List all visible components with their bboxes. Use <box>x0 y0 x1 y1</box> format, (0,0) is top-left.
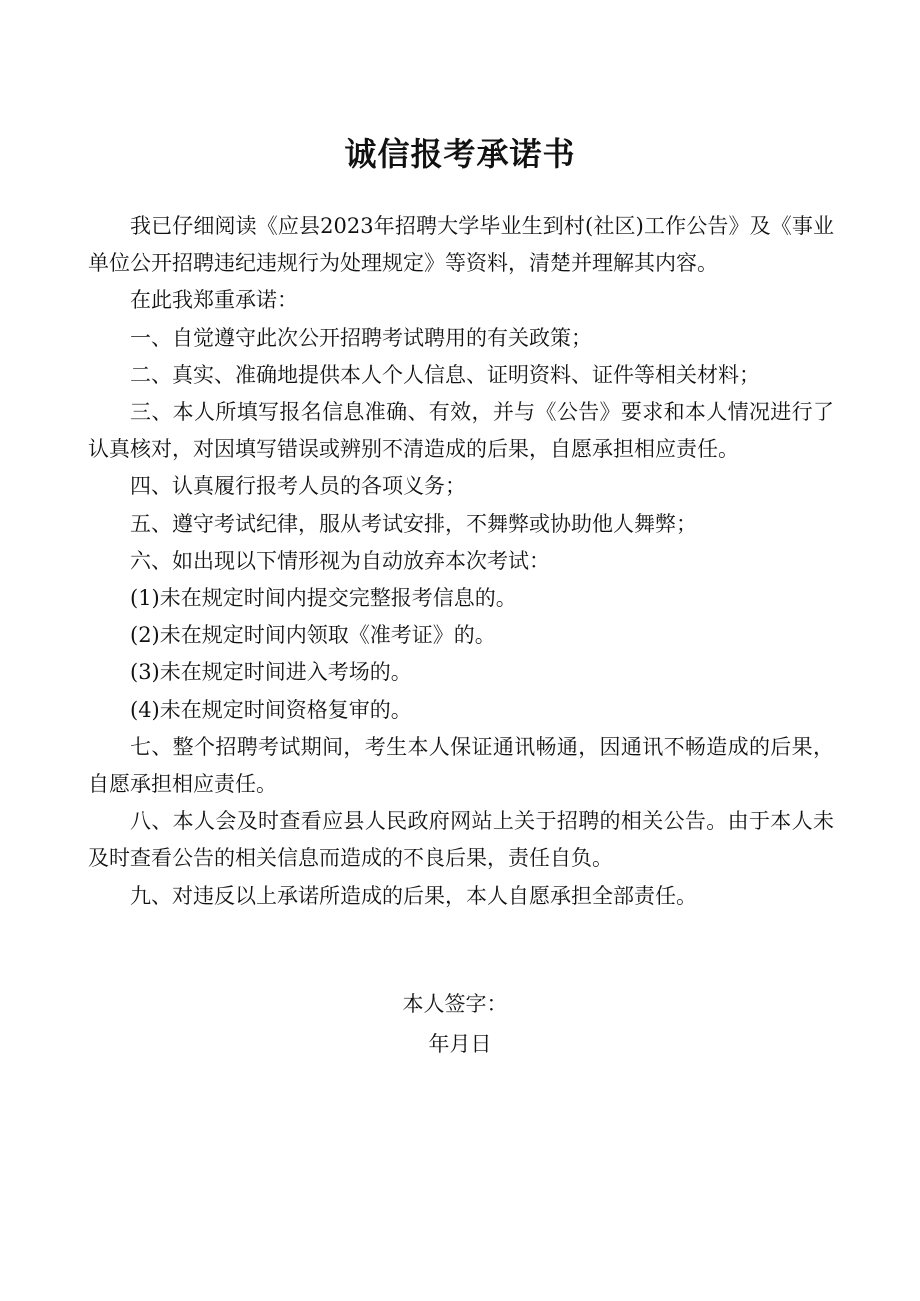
paragraph-subitem-1: (1)未在规定时间内提交完整报考信息的。 <box>130 586 517 611</box>
paragraph-pledge-lead: 在此我郑重承诺： <box>130 288 298 313</box>
date-label: 年月日 <box>428 1032 492 1056</box>
paragraph-item-7: 七、整个招聘考试期间，考生本人保证通讯畅通，因通讯不畅造成的后果，自愿承担相应责任。 <box>88 734 834 797</box>
paragraph-item-1: 一、自觉遵守此次公开招聘考试聘用的有关政策； <box>130 325 592 350</box>
paragraph-item-9: 九、对违反以上承诺所造成的后果，本人自愿承担全部责任。 <box>130 883 697 908</box>
paragraph-item-3: 三、本人所填写报名信息准确、有效，并与《公告》要求和本人情况进行了认真核对，对因填写错误或辨别不清造成的后果，自愿承担相应责任。 <box>88 400 834 462</box>
document-body <box>88 208 834 915</box>
paragraph-subitem-3: (3)未在规定时间进入考场的。 <box>130 660 412 685</box>
paragraph-intro: 我已仔细阅读《应县2023年招聘大学毕业生到村(社区)工作公告》及《事业单位公开招聘违纪违规行为处理规定》等资料，清楚并理解其内容。 <box>88 214 834 276</box>
paragraph-item-5: 五、遵守考试纪律，服从考试安排，不舞弊或协助他人舞弊； <box>130 511 697 536</box>
paragraph-item-4: 四、认真履行报考人员的各项义务； <box>130 474 466 499</box>
paragraph-subitem-4: (4)未在规定时间资格复审的。 <box>130 697 412 722</box>
paragraph-item-8: 八、本人会及时查看应县人民政府网站上关于招聘的相关公告。由于本人未及时查看公告的相关信息而造成的不良后果，责任自负。 <box>88 809 834 871</box>
signature-block <box>0 986 920 1063</box>
document-title: 诚信报考承诺书 <box>344 135 576 173</box>
paragraph-item-2: 二、真实、准确地提供本人个人信息、证明资料、证件等相关材料； <box>130 362 760 387</box>
paragraph-item-6: 六、如出现以下情形视为自动放弃本次考试： <box>130 548 550 573</box>
signature-label: 本人签字： <box>402 992 508 1016</box>
paragraph-subitem-2: (2)未在规定时间内领取《准考证》的。 <box>130 623 496 648</box>
